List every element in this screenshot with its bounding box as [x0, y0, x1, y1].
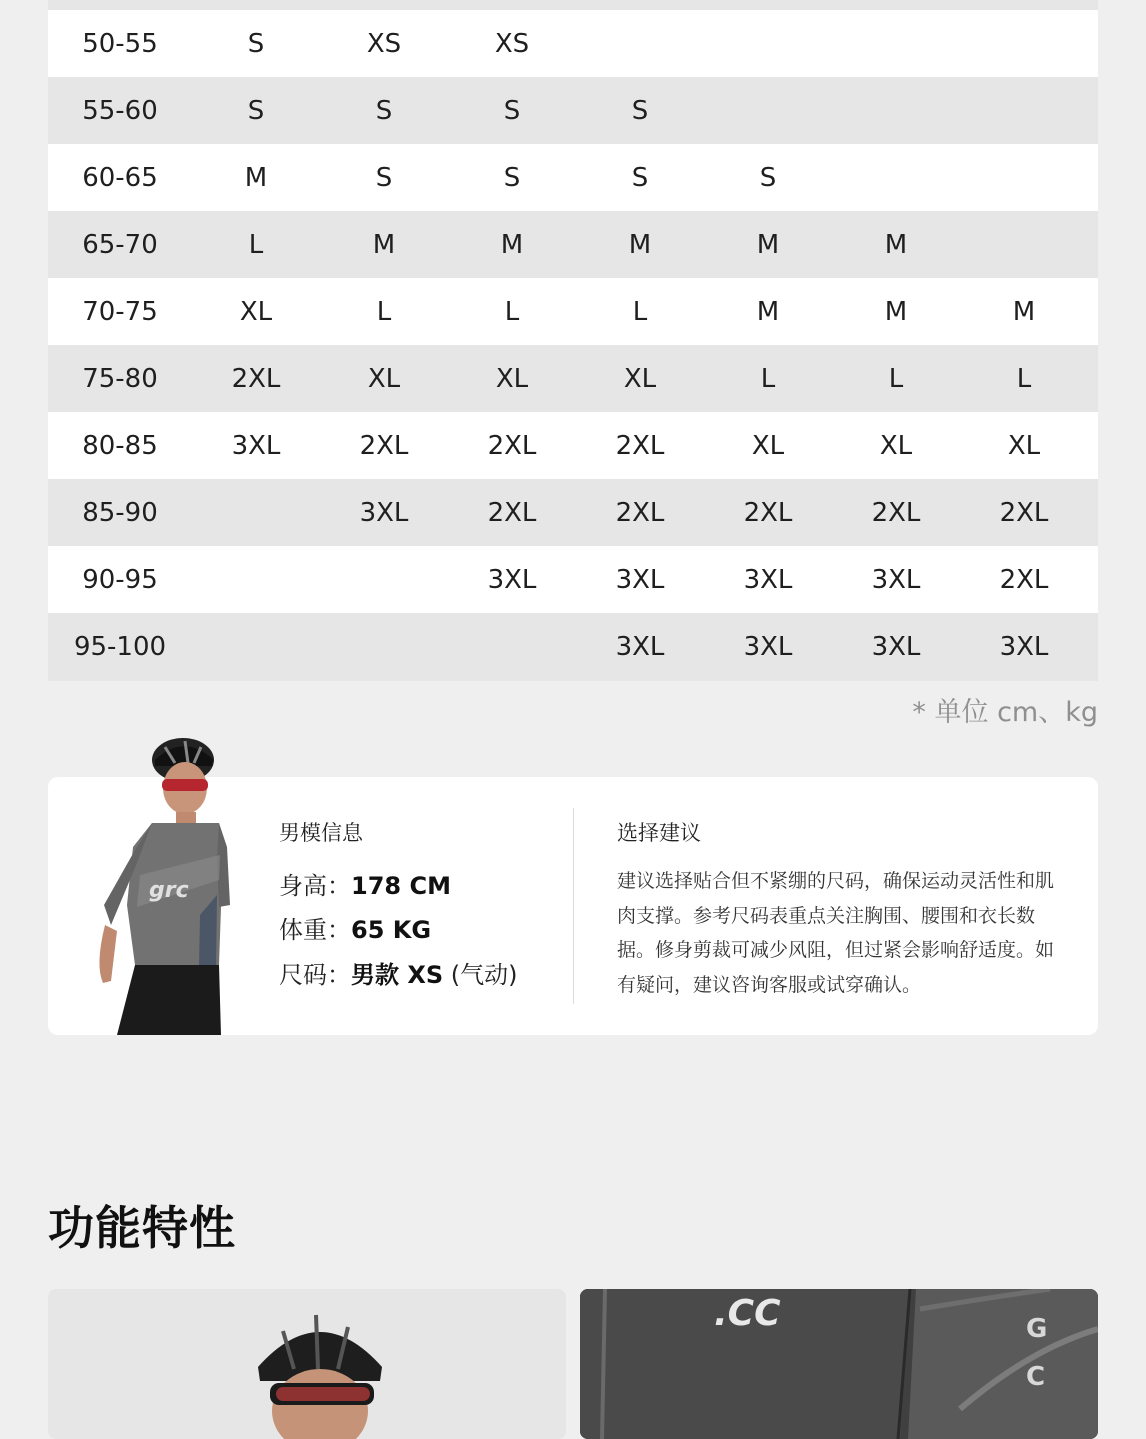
table-row	[48, 613, 1098, 681]
size-cell: L	[376, 296, 392, 327]
size-cell: M	[756, 229, 780, 260]
size-cell: 3XL	[743, 564, 793, 595]
weight-range-cell: 85-90	[82, 497, 158, 528]
size-cell: L	[632, 296, 648, 327]
table-row	[48, 412, 1098, 479]
size-cell: L	[248, 229, 264, 260]
size-cell: XL	[1007, 430, 1041, 461]
size-cell: L	[1016, 363, 1032, 394]
size-cell: M	[500, 229, 524, 260]
height-value: 178 CM	[351, 872, 451, 900]
male-model-image	[95, 735, 230, 1035]
size-cell: XL	[239, 296, 273, 327]
size-cell: 3XL	[359, 497, 409, 528]
weight-value: 65 KG	[351, 916, 432, 944]
model-size	[279, 955, 518, 990]
size-cell: 3XL	[871, 632, 921, 662]
size-cell: 2XL	[231, 363, 281, 394]
size-cell: M	[628, 229, 652, 260]
features-heading: 功能特性	[48, 1201, 236, 1255]
size-cell: M	[244, 162, 268, 193]
model-height	[279, 866, 451, 901]
size-cell: L	[760, 363, 776, 394]
size-value: 男款 XS	[351, 961, 444, 989]
size-cell: XL	[495, 363, 529, 394]
rider-image	[48, 1289, 566, 1439]
size-table	[48, 10, 1098, 681]
size-cell: M	[884, 296, 908, 327]
size-cell: S	[503, 95, 521, 126]
size-note: (气动)	[443, 961, 518, 989]
size-cell: 3XL	[871, 564, 921, 595]
weight-range-cell: 95-100	[73, 632, 167, 662]
size-cell: M	[1012, 296, 1036, 327]
size-cell: 2XL	[743, 497, 793, 528]
weight-range-cell: 80-85	[82, 430, 158, 461]
jersey-print-text: .CC	[714, 1293, 781, 1334]
size-cell: S	[375, 95, 393, 126]
weight-range-cell: 60-65	[82, 162, 158, 193]
size-cell: XL	[623, 363, 657, 394]
size-cell: XL	[751, 430, 785, 461]
jersey-side-letter-c: C	[1026, 1362, 1046, 1392]
size-cell: 3XL	[615, 632, 665, 662]
weight-range-cell: 90-95	[82, 564, 158, 595]
size-cell: S	[247, 95, 265, 126]
size-cell: M	[372, 229, 396, 260]
size-cell: 3XL	[615, 564, 665, 595]
weight-label: 体重：	[279, 916, 351, 944]
jersey-side-letter-g: G	[1026, 1314, 1048, 1344]
table-row	[48, 10, 1098, 77]
model-info-title: 男模信息	[279, 821, 363, 845]
size-cell: 2XL	[487, 497, 537, 528]
size-cell: XL	[367, 363, 401, 394]
feature-image-jersey-detail[interactable]	[580, 1289, 1098, 1439]
card-divider	[573, 808, 574, 1004]
size-cell: 2XL	[871, 497, 921, 528]
advice-text: 建议选择贴合但不紧绷的尺码，确保运动灵活性和肌肉支撑。参考尺码表重点关注胸围、腰围和衣长数据。修身剪裁可减少风阻，但过紧会影响舒适度。如有疑问，建议咨询客服或试穿确认。	[617, 870, 1055, 996]
size-cell: 3XL	[231, 430, 281, 461]
table-row	[48, 479, 1098, 546]
table-row	[48, 278, 1098, 345]
unit-note: * 单位 cm、kg	[912, 697, 1098, 728]
weight-range-cell: 50-55	[82, 28, 158, 59]
size-cell: 2XL	[999, 564, 1049, 595]
size-cell: 2XL	[999, 497, 1049, 528]
model-weight	[279, 910, 431, 945]
table-row	[48, 345, 1098, 412]
table-row	[48, 546, 1098, 613]
size-cell: 2XL	[487, 430, 537, 461]
table-row	[48, 144, 1098, 211]
advice-title: 选择建议	[617, 821, 701, 845]
table-top-strip	[48, 0, 1098, 10]
size-cell: XS	[366, 28, 402, 59]
jersey-logo: grc	[149, 878, 189, 903]
size-cell: S	[375, 162, 393, 193]
weight-range-cell: 75-80	[82, 363, 158, 394]
size-cell: S	[759, 162, 777, 193]
weight-range-cell: 70-75	[82, 296, 158, 327]
weight-range-cell: 65-70	[82, 229, 158, 260]
table-row	[48, 77, 1098, 144]
size-cell: XS	[494, 28, 530, 59]
jersey-detail-image	[580, 1289, 1098, 1439]
feature-image-rider[interactable]	[48, 1289, 566, 1439]
size-cell: 3XL	[487, 564, 537, 595]
size-cell: 2XL	[615, 430, 665, 461]
height-label: 身高：	[279, 872, 351, 900]
size-cell: 3XL	[999, 632, 1049, 662]
size-cell: M	[756, 296, 780, 327]
size-cell: S	[503, 162, 521, 193]
size-cell: XL	[879, 430, 913, 461]
size-cell: 3XL	[743, 632, 793, 662]
weight-range-cell: 55-60	[82, 95, 158, 126]
size-cell: 2XL	[359, 430, 409, 461]
size-label: 尺码：	[279, 961, 351, 989]
size-cell: 2XL	[615, 497, 665, 528]
size-cell: M	[884, 229, 908, 260]
size-cell: L	[888, 363, 904, 394]
table-row	[48, 211, 1098, 278]
size-cell: S	[631, 95, 649, 126]
size-cell: S	[631, 162, 649, 193]
size-cell: L	[504, 296, 520, 327]
size-cell: S	[247, 28, 265, 59]
